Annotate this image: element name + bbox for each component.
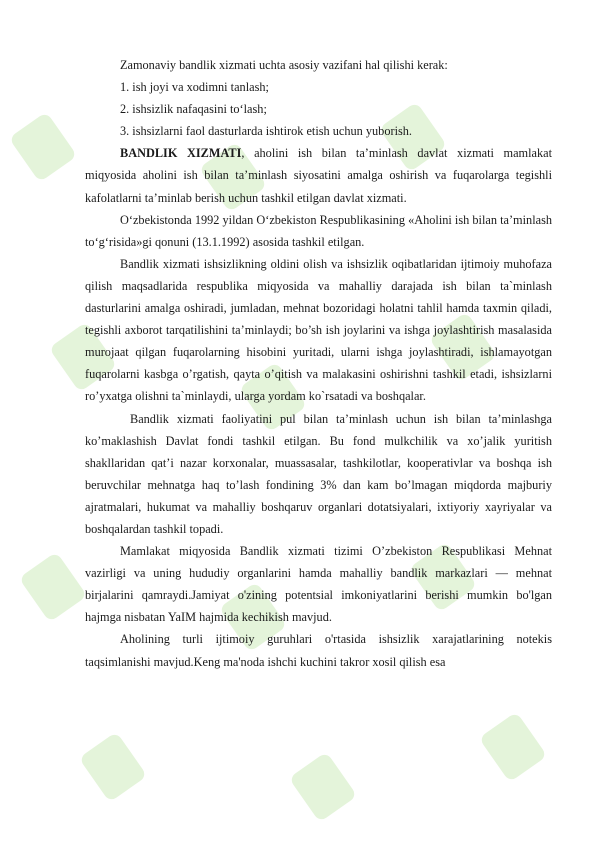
task-item-1: 1. ish joyi va xodimni tanlash; bbox=[120, 80, 269, 95]
definition-paragraph bbox=[85, 142, 552, 208]
body-paragraph-4: Mamlakat miqyosida Bandlik xizmati tizimi O’zbekiston Respublikasi Mehnat vazirligi va uning hududiy organlarini hamda mahalliy bandlik markazlari — mehnat birjalarini qamraydi.Jamiyat o'zining potentsial imkoniyatlarini berishi mumkin bo'lgan hajmga nisbatan YaIM hajmida kechikish mavjud. bbox=[85, 544, 552, 625]
body-paragraph-3: Bandlik xizmati faoliyatini pul bilan ta’minlash uchun ish bilan ta’minlashga ko’maklashish Davlat fondi tashkil etilgan. Bu fond mulkchilik va xo’jalik yuritish shakllaridan qat’i nazar korxonalar, muassasalar, tashkilotlar, kooperativlar va boshqa ish beruvchilar mehnatga haq to’lash fondining 3% dan kam bo’lmagan miqdorda majburiy ajratmalari, hukumat va mahalliy boshqaruv organlari dotatsiyalari, ixtiyoriy xayriyalar va boshqalardan tashkil topadi. bbox=[85, 411, 552, 536]
body-paragraph-2: Bandlik xizmati ishsizlikning oldini olish va ishsizlik oqibatlaridan ijtimoiy muhofaza qilish maqsadlarida respublika miqyosida va mahalliy darajada ish bilan ta`minlash dasturlarini amalga oshiradi, jumladan, mehnat bozoridagi holatni tahlil hamda taxmin qiladi, tegishli axborot tarqatilishini ta’minlaydi; bo’sh ish joylarini va ishga joylashtirish masalasida murojaat qilgan fuqarolarning hisobini yuritadi, ularni ishga joylashtiradi, ishlamayotgan fuqarolarni kasbga o’rgatish, qayta o’qitish va malakasini oshirishni tashkil etadi, ishsizlarni ro’yxatga olishni ta`minlaydi, ularga yordam ko`rsatadi va boshqalar. bbox=[85, 256, 552, 404]
watermark-glyph bbox=[479, 712, 548, 783]
watermark-glyph bbox=[289, 752, 358, 823]
definition-text: , aholini ish bilan ta’minlash davlat xizmati mamlakat miqyosida aholini ish bilan ta’minlash siyosatini amalga oshirish va fuqarolarga tegishli kafolatlarni ta’minlab berish uchun tashkil etilgan davlat xizmati. bbox=[85, 146, 552, 205]
defined-term: BANDLIK XIZMATI bbox=[120, 146, 242, 161]
watermark-glyph bbox=[79, 732, 148, 803]
body-paragraph-5: Aholining turli ijtimoiy guruhlari o'rtasida ishsizlik xarajatlarining notekis taqsimlanishi mavjud.Keng ma'noda ishchi kuchini takror xosil qilish esa bbox=[85, 632, 552, 669]
body-paragraph-1: O‘zbekistonda 1992 yildan O‘zbekiston Respublikasining «Aholini ish bilan ta’minlash to‘g‘risida»gi qonuni (13.1.1992) asosida tashkil etilgan. bbox=[85, 212, 552, 249]
task-item-3: 3. ishsizlarni faol dasturlarda ishtirok etish uchun yuborish. bbox=[120, 124, 412, 139]
intro-paragraph: Zamonaviy bandlik xizmati uchta asosiy vazifani hal qilishi kerak: bbox=[120, 58, 448, 72]
task-item-2: 2. ishsizlik nafaqasini to‘lash; bbox=[120, 102, 267, 117]
